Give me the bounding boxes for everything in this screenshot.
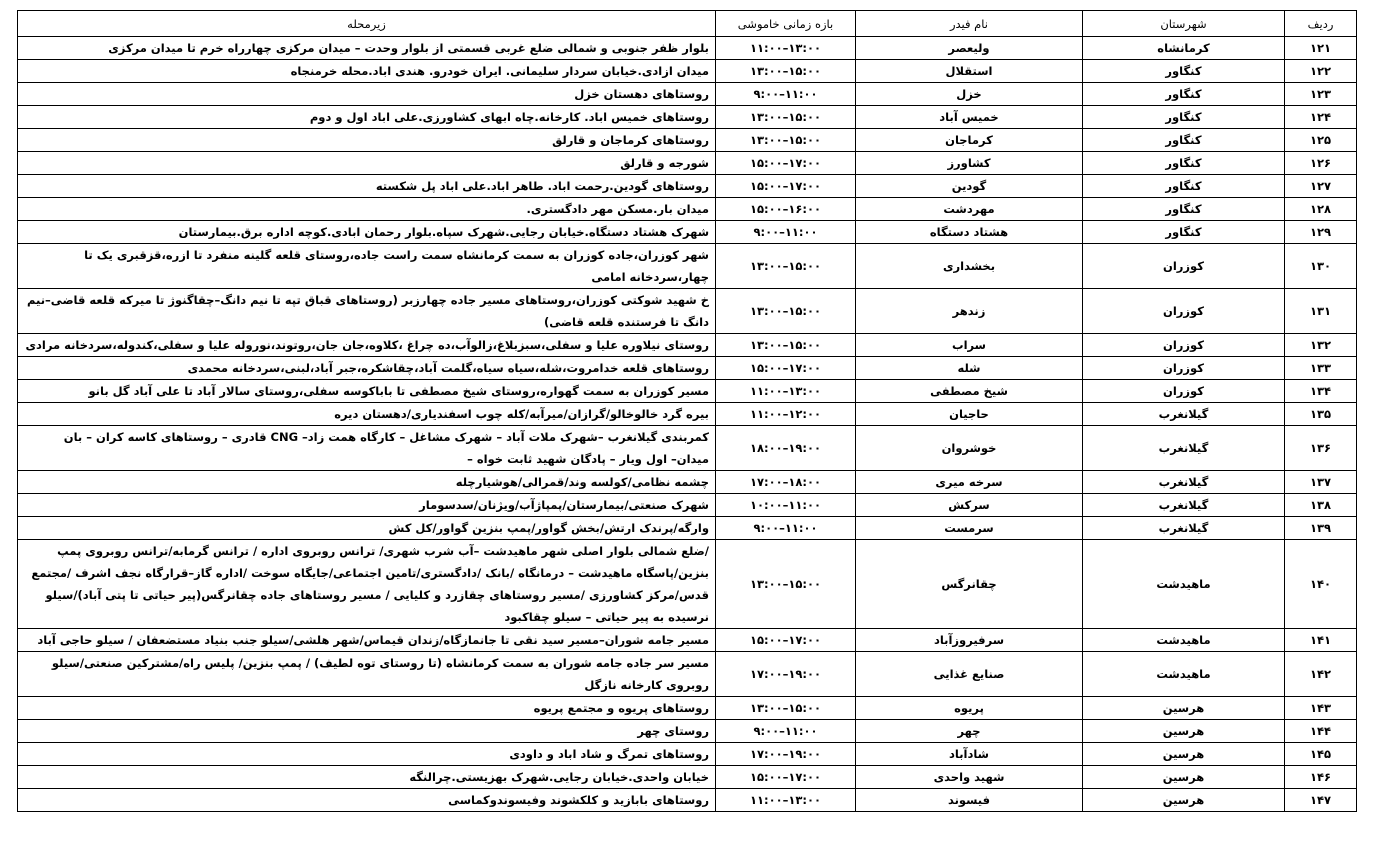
header-outage-time: بازه زمانی خاموشی bbox=[716, 11, 856, 37]
cell-row-number: ۱۲۷ bbox=[1285, 175, 1357, 198]
cell-area: شهرک صنعتی/بیمارستان/پمپاژآب/ویژنان/سدسومار bbox=[18, 494, 716, 517]
table-row bbox=[18, 60, 1357, 83]
cell-area: روستاهای گودین.رحمت اباد. طاهر اباد.علی اباد پل شکسته bbox=[18, 175, 716, 198]
table-header-row bbox=[18, 11, 1357, 37]
cell-row-number: ۱۲۸ bbox=[1285, 198, 1357, 221]
cell-row-number: ۱۴۴ bbox=[1285, 720, 1357, 743]
cell-outage-time: ۱۱:۰۰–۱۲:۰۰ bbox=[716, 403, 856, 426]
cell-feeder: کشاورز bbox=[856, 152, 1083, 175]
outage-table bbox=[17, 10, 1357, 812]
cell-city: هرسین bbox=[1083, 720, 1285, 743]
cell-city: کنگاور bbox=[1083, 83, 1285, 106]
cell-city: کوزران bbox=[1083, 244, 1285, 289]
table-row bbox=[18, 357, 1357, 380]
cell-city: گیلانغرب bbox=[1083, 403, 1285, 426]
table-row bbox=[18, 334, 1357, 357]
table-row bbox=[18, 697, 1357, 720]
cell-area: روستای چهر bbox=[18, 720, 716, 743]
cell-city: کنگاور bbox=[1083, 152, 1285, 175]
table-row bbox=[18, 83, 1357, 106]
cell-outage-time: ۱۵:۰۰–۱۷:۰۰ bbox=[716, 629, 856, 652]
cell-city: کنگاور bbox=[1083, 198, 1285, 221]
cell-row-number: ۱۲۹ bbox=[1285, 221, 1357, 244]
cell-row-number: ۱۳۳ bbox=[1285, 357, 1357, 380]
cell-outage-time: ۱۳:۰۰–۱۵:۰۰ bbox=[716, 244, 856, 289]
cell-outage-time: ۱۰:۰۰–۱۱:۰۰ bbox=[716, 494, 856, 517]
cell-row-number: ۱۴۳ bbox=[1285, 697, 1357, 720]
cell-outage-time: ۱۵:۰۰–۱۷:۰۰ bbox=[716, 766, 856, 789]
table-row bbox=[18, 106, 1357, 129]
cell-feeder: کرماجان bbox=[856, 129, 1083, 152]
cell-city: کوزران bbox=[1083, 334, 1285, 357]
cell-city: کنگاور bbox=[1083, 221, 1285, 244]
cell-feeder: استقلال bbox=[856, 60, 1083, 83]
cell-city: گیلانغرب bbox=[1083, 471, 1285, 494]
cell-city: هرسین bbox=[1083, 743, 1285, 766]
cell-city: کوزران bbox=[1083, 289, 1285, 334]
cell-city: کوزران bbox=[1083, 357, 1285, 380]
cell-row-number: ۱۲۳ bbox=[1285, 83, 1357, 106]
cell-city: گیلانغرب bbox=[1083, 494, 1285, 517]
cell-outage-time: ۹:۰۰–۱۱:۰۰ bbox=[716, 720, 856, 743]
header-feeder: نام فیدر bbox=[856, 11, 1083, 37]
cell-row-number: ۱۴۵ bbox=[1285, 743, 1357, 766]
cell-city: ماهیدشت bbox=[1083, 629, 1285, 652]
cell-feeder: چقانرگس bbox=[856, 540, 1083, 629]
cell-row-number: ۱۳۷ bbox=[1285, 471, 1357, 494]
cell-outage-time: ۹:۰۰–۱۱:۰۰ bbox=[716, 83, 856, 106]
cell-feeder: چهر bbox=[856, 720, 1083, 743]
cell-area: مسیر سر جاده جامه شوران به سمت کرمانشاه (تا روستای توه لطیف) / پمپ بنزین/ پلیس راه/مشترکین صنعتی/سیلو روبروی کارخانه نازگل bbox=[18, 652, 716, 697]
table-row bbox=[18, 766, 1357, 789]
cell-feeder: سرفیروزآباد bbox=[856, 629, 1083, 652]
table-row bbox=[18, 289, 1357, 334]
cell-area: بلوار ظفر جنوبی و شمالی ضلع غربی قسمتی از بلوار وحدت – میدان مرکزی چهارراه خرم تا میدان مرکزی bbox=[18, 37, 716, 60]
cell-feeder: ولیعصر bbox=[856, 37, 1083, 60]
table-row bbox=[18, 743, 1357, 766]
cell-area: کمربندی گیلانغرب –شهرک ملات آباد – شهرک مشاغل – کارگاه همت زاد– CNG قادری – روستاهای کاسه کران – بان میدان– اول ویار – پادگان شهید ثابت خواه – bbox=[18, 426, 716, 471]
cell-city: کوزران bbox=[1083, 380, 1285, 403]
cell-feeder: فیسوند bbox=[856, 789, 1083, 812]
cell-city: هرسین bbox=[1083, 766, 1285, 789]
cell-outage-time: ۱۳:۰۰–۱۵:۰۰ bbox=[716, 60, 856, 83]
cell-outage-time: ۱۷:۰۰–۱۹:۰۰ bbox=[716, 743, 856, 766]
cell-city: گیلانغرب bbox=[1083, 426, 1285, 471]
table-row bbox=[18, 494, 1357, 517]
table-row bbox=[18, 244, 1357, 289]
cell-feeder: شهید واحدی bbox=[856, 766, 1083, 789]
table-row bbox=[18, 426, 1357, 471]
cell-row-number: ۱۳۲ bbox=[1285, 334, 1357, 357]
cell-feeder: پریوه bbox=[856, 697, 1083, 720]
cell-outage-time: ۱۳:۰۰–۱۵:۰۰ bbox=[716, 540, 856, 629]
cell-row-number: ۱۳۰ bbox=[1285, 244, 1357, 289]
cell-row-number: ۱۲۴ bbox=[1285, 106, 1357, 129]
cell-city: کنگاور bbox=[1083, 175, 1285, 198]
cell-row-number: ۱۳۹ bbox=[1285, 517, 1357, 540]
table-row bbox=[18, 789, 1357, 812]
cell-outage-time: ۱۵:۰۰–۱۷:۰۰ bbox=[716, 175, 856, 198]
cell-area: روستاهای تمرگ و شاد اباد و داودی bbox=[18, 743, 716, 766]
table-row bbox=[18, 517, 1357, 540]
cell-feeder: خزل bbox=[856, 83, 1083, 106]
cell-area: شورجه و قارلق bbox=[18, 152, 716, 175]
cell-area: بیره گرد خالوخالو/گرازان/میرآبه/کله چوب اسفندیاری/دهستان دیره bbox=[18, 403, 716, 426]
table-row bbox=[18, 720, 1357, 743]
cell-outage-time: ۹:۰۰–۱۱:۰۰ bbox=[716, 221, 856, 244]
cell-outage-time: ۹:۰۰–۱۱:۰۰ bbox=[716, 517, 856, 540]
cell-area: روستاهای دهستان خزل bbox=[18, 83, 716, 106]
table-row bbox=[18, 629, 1357, 652]
table-row bbox=[18, 380, 1357, 403]
cell-outage-time: ۱۷:۰۰–۱۹:۰۰ bbox=[716, 652, 856, 697]
cell-area: روستای نیلاوره علیا و سفلی،سبزبلاغ،زالوآب،ده چراغ ،کلاوه،جان جان،روتوند،نوروله علیا و سفلی،کندوله،سردخانه مرادی bbox=[18, 334, 716, 357]
cell-outage-time: ۱۵:۰۰–۱۷:۰۰ bbox=[716, 357, 856, 380]
table-row bbox=[18, 221, 1357, 244]
cell-area: روستاهای کرماجان و قارلق bbox=[18, 129, 716, 152]
cell-row-number: ۱۳۵ bbox=[1285, 403, 1357, 426]
cell-area: چشمه نظامی/کولسه وند/قمرالی/هوشیارچله bbox=[18, 471, 716, 494]
cell-outage-time: ۱۳:۰۰–۱۵:۰۰ bbox=[716, 334, 856, 357]
cell-row-number: ۱۴۶ bbox=[1285, 766, 1357, 789]
cell-area: شهر کوزران،جاده کوزران به سمت کرمانشاه سمت راست جاده،روستای قلعه گلینه منفرد تا ازره،قزقبری یک تا چهار،سردخانه امامی bbox=[18, 244, 716, 289]
cell-area: روستاهای قلعه خدامروت،شله،سیاه سیاه،گلمت آباد،چقاشکره،جبر آباد،لبنی،سردخانه محمدی bbox=[18, 357, 716, 380]
table-row bbox=[18, 152, 1357, 175]
table-row bbox=[18, 403, 1357, 426]
cell-outage-time: ۱۷:۰۰–۱۸:۰۰ bbox=[716, 471, 856, 494]
cell-row-number: ۱۳۸ bbox=[1285, 494, 1357, 517]
cell-row-number: ۱۳۶ bbox=[1285, 426, 1357, 471]
cell-row-number: ۱۲۶ bbox=[1285, 152, 1357, 175]
cell-feeder: سراب bbox=[856, 334, 1083, 357]
cell-area: روستاهای پریوه و مجتمع پریوه bbox=[18, 697, 716, 720]
cell-city: کنگاور bbox=[1083, 60, 1285, 83]
cell-row-number: ۱۲۲ bbox=[1285, 60, 1357, 83]
cell-outage-time: ۱۳:۰۰–۱۵:۰۰ bbox=[716, 289, 856, 334]
cell-outage-time: ۱۸:۰۰–۱۹:۰۰ bbox=[716, 426, 856, 471]
cell-feeder: حاجیان bbox=[856, 403, 1083, 426]
table-row bbox=[18, 471, 1357, 494]
cell-area: وارگه/پرندک ارتش/بخش گواور/پمپ بنزین گواور/کل کش bbox=[18, 517, 716, 540]
cell-city: ماهیدشت bbox=[1083, 540, 1285, 629]
cell-outage-time: ۱۵:۰۰–۱۶:۰۰ bbox=[716, 198, 856, 221]
cell-outage-time: ۱۱:۰۰–۱۳:۰۰ bbox=[716, 37, 856, 60]
cell-feeder: سرمست bbox=[856, 517, 1083, 540]
cell-area: شهرک هشتاد دستگاه.خیابان رجایی.شهرک سپاه.بلوار رحمان ابادی.کوچه اداره برق.بیمارستان bbox=[18, 221, 716, 244]
cell-area: /ضلع شمالی بلوار اصلی شهر ماهیدشت –آب شرب شهری/ ترانس روبروی اداره / ترانس گرمابه/ترانس روبروی پمپ بنزین/پاسگاه ماهیدشت – درمانگاه /بانک /دادگستری/تامین اجتماعی/جایگاه سوخت /اداره گاز–قرارگاه نجف اشرف /مجتمع قدس/مرکز کشاورزی /مسیر روستاهای چقازرد و کلیایی / مسیر روستاهای جاده چقانرگس(پیر حیاتی تا پتی آباد)/سیلو نرسیده به پیر حیاتی – سیلو چقاکبود bbox=[18, 540, 716, 629]
cell-area: میدان بار.مسکن مهر دادگستری. bbox=[18, 198, 716, 221]
cell-area: خ شهید شوکتی کوزران،روستاهای مسیر جاده چهارزبر (روستاهای قباق تپه تا نیم دانگ–چقاگنوژ تا میرکه قلعه قاضی–نیم دانگ تا فرستنده قلعه قاضی) bbox=[18, 289, 716, 334]
header-row-number: ردیف bbox=[1285, 11, 1357, 37]
cell-outage-time: ۱۳:۰۰–۱۵:۰۰ bbox=[716, 106, 856, 129]
cell-row-number: ۱۲۱ bbox=[1285, 37, 1357, 60]
cell-city: کرمانشاه bbox=[1083, 37, 1285, 60]
table-row bbox=[18, 198, 1357, 221]
cell-feeder: مهردشت bbox=[856, 198, 1083, 221]
cell-area: مسیر جامه شوران–مسیر سید نقی تا جانمازگاه/زندان قیماس/شهر هلشی/سیلو جنب بنیاد مستضعفان / سیلو حاجی آباد bbox=[18, 629, 716, 652]
cell-feeder: هشتاد دستگاه bbox=[856, 221, 1083, 244]
cell-city: گیلانغرب bbox=[1083, 517, 1285, 540]
cell-feeder: خمیس آباد bbox=[856, 106, 1083, 129]
cell-outage-time: ۱۳:۰۰–۱۵:۰۰ bbox=[716, 697, 856, 720]
cell-outage-time: ۱۵:۰۰–۱۷:۰۰ bbox=[716, 152, 856, 175]
cell-area: روستاهای بابازید و کلکشوند وفیسوندوکماسی bbox=[18, 789, 716, 812]
cell-feeder: سرکش bbox=[856, 494, 1083, 517]
table-row bbox=[18, 652, 1357, 697]
cell-outage-time: ۱۱:۰۰–۱۳:۰۰ bbox=[716, 789, 856, 812]
cell-area: میدان ازادی.خیابان سردار سلیمانی. ایران خودرو. هندی اباد.محله خرمنجاه bbox=[18, 60, 716, 83]
cell-feeder: شادآباد bbox=[856, 743, 1083, 766]
cell-row-number: ۱۴۲ bbox=[1285, 652, 1357, 697]
cell-row-number: ۱۴۱ bbox=[1285, 629, 1357, 652]
cell-outage-time: ۱۳:۰۰–۱۵:۰۰ bbox=[716, 129, 856, 152]
cell-feeder: بخشداری bbox=[856, 244, 1083, 289]
cell-feeder: شیخ مصطفی bbox=[856, 380, 1083, 403]
cell-feeder: شله bbox=[856, 357, 1083, 380]
table-body bbox=[18, 37, 1357, 812]
cell-row-number: ۱۲۵ bbox=[1285, 129, 1357, 152]
cell-feeder: گودین bbox=[856, 175, 1083, 198]
header-area: زیرمحله bbox=[18, 11, 716, 37]
cell-city: کنگاور bbox=[1083, 106, 1285, 129]
cell-city: ماهیدشت bbox=[1083, 652, 1285, 697]
table-row bbox=[18, 540, 1357, 629]
cell-city: هرسین bbox=[1083, 697, 1285, 720]
cell-row-number: ۱۴۷ bbox=[1285, 789, 1357, 812]
header-city: شهرستان bbox=[1083, 11, 1285, 37]
cell-feeder: سرخه میری bbox=[856, 471, 1083, 494]
cell-feeder: زندهر bbox=[856, 289, 1083, 334]
cell-area: روستاهای خمیس اباد. کارخانه.چاه ابهای کشاورزی.علی اباد اول و دوم bbox=[18, 106, 716, 129]
table-row bbox=[18, 37, 1357, 60]
cell-row-number: ۱۳۴ bbox=[1285, 380, 1357, 403]
cell-feeder: خوشروان bbox=[856, 426, 1083, 471]
cell-outage-time: ۱۱:۰۰–۱۳:۰۰ bbox=[716, 380, 856, 403]
cell-area: مسیر کوزران به سمت گهواره،روستای شیخ مصطفی تا باباکوسه سفلی،روستای سالار آباد تا علی آباد گل بانو bbox=[18, 380, 716, 403]
cell-row-number: ۱۴۰ bbox=[1285, 540, 1357, 629]
cell-feeder: صنایع غذایی bbox=[856, 652, 1083, 697]
table-row bbox=[18, 129, 1357, 152]
cell-row-number: ۱۳۱ bbox=[1285, 289, 1357, 334]
cell-city: هرسین bbox=[1083, 789, 1285, 812]
outage-schedule-document bbox=[17, 10, 1356, 812]
cell-city: کنگاور bbox=[1083, 129, 1285, 152]
table-row bbox=[18, 175, 1357, 198]
cell-area: خیابان واحدی.خیابان رجایی.شهرک بهزیستی.چرالنگه bbox=[18, 766, 716, 789]
